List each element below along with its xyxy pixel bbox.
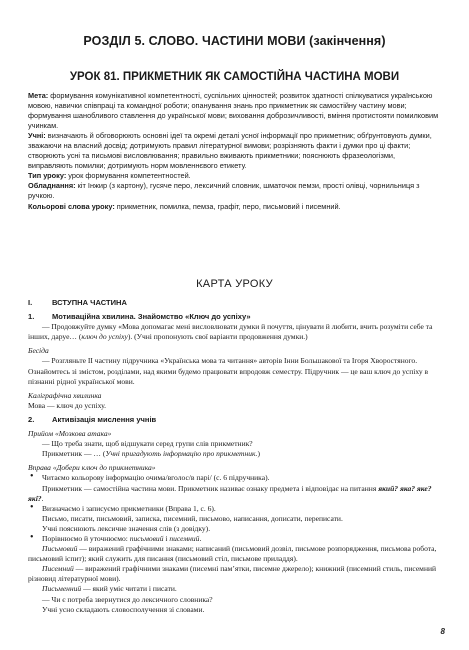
subsection-title: Активізація мислення учнів	[52, 414, 157, 424]
paragraph: — Чи є потреба звернутися до лексичного словника?	[42, 594, 213, 604]
text: — Продовжуйте думку «Мова допомагає мені висловлювати думки й почуття, цінувати й любити, вчить розуміти себе та інших, даруе… (	[28, 322, 433, 342]
color-words-text: прикметник, помилка, пемза, графіт, перо, письмовий і писемний.	[114, 201, 341, 211]
lesson-info	[28, 91, 440, 212]
type-label: Тип уроку:	[28, 171, 67, 181]
activity-label: Прийом «Мозкова атака»	[28, 429, 112, 439]
subsection-heading	[28, 312, 443, 322]
subsection-title: Мотиваційна хвилина. Знайомство «Ключ до успіху»	[52, 312, 251, 322]
type-paragraph	[28, 171, 440, 181]
type-text: урок формування компетентностей.	[66, 171, 191, 181]
text: .	[41, 493, 44, 503]
section-title: ВСТУПНА ЧАСТИНА	[52, 298, 127, 307]
text: Прикметник — самостійна частина мови. Прикметник називає ознаку предмета і відповідає на питання	[42, 483, 379, 493]
equipment-label: Обладнання:	[28, 181, 76, 191]
equipment-text: кіт Інжир (з картону), гусяче перо, лексичний словник, шматочок пемзи, прості олівці, чорнильниця з ручкою.	[28, 181, 420, 201]
text: — виражений графічними знаками (писемні пам’ятки, писемне джерело); книжний (писемний стиль, писемний різновид літературної мови).	[28, 564, 437, 584]
color-words-paragraph	[28, 202, 440, 212]
activity-label: Каліграфічна хвилинка	[28, 390, 102, 400]
section-heading	[28, 298, 443, 308]
paragraph	[28, 544, 443, 564]
goal-paragraph	[28, 91, 440, 131]
text: Прикметник — … (	[42, 449, 106, 459]
text: який? яка? яке? які?	[28, 483, 432, 503]
bullet-item: • Читаємо кольорову інформацію очима/вголос/в парі/ (с. 6 підручника).	[28, 473, 443, 483]
bullet-item	[28, 534, 443, 544]
paragraph	[28, 564, 443, 584]
activity-label: Бесіда	[28, 346, 49, 356]
paragraph: Письмо, писати, письмовий, записка, писемний, письмово, написання, дописати, переписати.	[42, 513, 343, 523]
text: і	[163, 533, 170, 543]
paragraph: — Розгляньте II частину підручника «Українська мова та читання» авторів Інни Большакової та Ігоря Хворостяного. Ознайомтесь зі змістом, розділами, над якими будемо працювати впродовж семестру. Підручник — це ваш ключ до успіху в пізнанні рідної української мови.	[28, 356, 429, 386]
paragraph: — Що треба знати, щоб відшукати серед групи слів прикметник?	[42, 439, 253, 449]
equipment-paragraph	[28, 181, 440, 201]
paragraph	[28, 484, 443, 504]
text: Учні пригадують інформацію про прикметник.	[105, 449, 258, 459]
text: — який уміє читати і писати.	[81, 584, 177, 594]
students-label: Учні:	[28, 131, 46, 141]
section-number: I.	[28, 298, 33, 307]
text: — виражений графічними знаками; написаний (письмовий дозвіл, письмове розпорядження, письмова робота, письмовий іспит); який служить для писання (письмовий стіл, письмове приладдя).	[28, 544, 437, 564]
chapter-title: РОЗДІЛ 5. СЛОВО. ЧАСТИНИ МОВИ (закінчення)	[83, 34, 386, 48]
calligraphy-line: Мова — ключ до успіху.	[28, 400, 107, 410]
text: Письмовий	[42, 544, 78, 554]
goal-label: Мета:	[28, 91, 49, 100]
lesson-map-title: КАРТА УРОКУ	[196, 278, 273, 290]
page-number: 8	[440, 627, 445, 636]
students-text: визначають й обговорюють основні ідеї та окремі деталі усної інформації про прикметник; обґрунтовують думки, зважаючи на власний досвід; дотримують правил літературної вимови; розрізняють факти і думки про ці факти; створюють усні та письмові висловлювання; правильно вживають прикметники; пояснюють фразеологізми, виправляють помилки; дотримують норм мовленнєвого етикету.	[28, 131, 432, 171]
text: Порівнюємо й уточнюємо:	[42, 533, 130, 543]
subsection-heading	[28, 415, 443, 425]
subsection-number: 1.	[28, 312, 35, 322]
text: Письменний	[42, 584, 82, 594]
paragraph	[28, 322, 443, 342]
text: писемний	[169, 533, 200, 543]
paragraph: Учні усно складають словосполучення зі словами.	[42, 604, 205, 614]
text: .	[199, 533, 202, 543]
paragraph	[28, 584, 443, 594]
activity-label: Вправа «Добери ключ до прикметника»	[28, 463, 156, 473]
bullet-item: • Визначаємо і записуємо прикметники (Вправа 1, с. 6).	[28, 504, 443, 514]
subsection-number: 2.	[28, 414, 35, 424]
lesson-title: УРОК 81. ПРИКМЕТНИК ЯК САМОСТІЙНА ЧАСТИНА МОВИ	[69, 71, 400, 83]
paragraph	[28, 449, 443, 459]
color-words-label: Кольорові слова уроку:	[28, 201, 115, 211]
text: ). (Учні пропонують свої варіанти продовження думки.)	[127, 332, 308, 342]
goal-text: формування комунікативної компетентності, суспільних цінностей; розвиток здатності спілкуватися українською мовою, навички співпраці та командної роботи; опанування знань про прикметник як самостійну частину мови; формування шанобливого ставлення до української мови; виховання доброзичливості, вміння протистояти помилковим учинкам.	[28, 91, 439, 131]
text: )	[257, 449, 260, 459]
text: ключ до успіху	[81, 332, 128, 342]
text: письмовий	[129, 533, 164, 543]
students-paragraph	[28, 131, 440, 171]
lesson-body	[28, 298, 443, 615]
paragraph: Учні пояснюють лексичне значення слів (з довідку).	[42, 523, 211, 533]
text: Писемний	[42, 564, 74, 574]
